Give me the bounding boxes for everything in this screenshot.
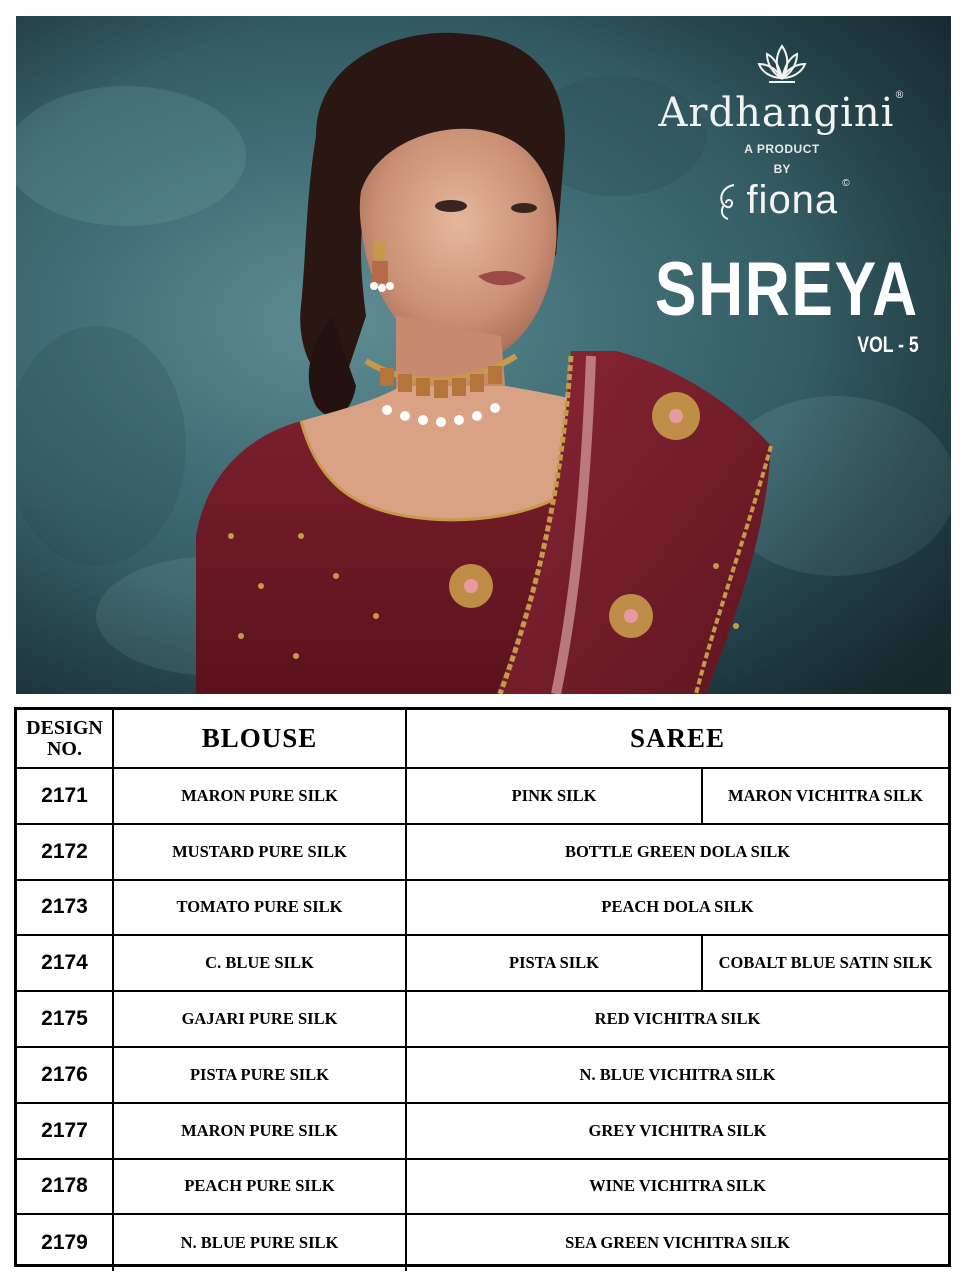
table-header-row xyxy=(17,710,948,769)
design-number: 2176 xyxy=(17,1048,114,1102)
saree-fabric-secondary: COBALT BLUE SATIN SILK xyxy=(718,953,933,973)
by-label: BY xyxy=(773,162,791,176)
collection-volume: VOL - 5 xyxy=(857,332,919,357)
table-row xyxy=(17,1160,948,1216)
saree-fabric: N. BLUE VICHITRA SILK xyxy=(579,1064,776,1084)
saree-fabric-primary: PINK SILK xyxy=(407,769,703,823)
saree-fabric: WINE VICHITRA SILK xyxy=(589,1176,766,1196)
brand-name xyxy=(647,90,917,136)
table-row xyxy=(17,881,948,937)
table-row xyxy=(17,992,948,1048)
design-number: 2174 xyxy=(17,936,114,990)
design-number: 2179 xyxy=(17,1215,114,1271)
design-number: 2172 xyxy=(17,825,114,879)
saree-fabric: GREY VICHITRA SILK xyxy=(588,1120,767,1140)
maker-name: fiona xyxy=(746,178,839,222)
blouse-fabric: MARON PURE SILK xyxy=(114,1104,407,1158)
saree-fabric: RED VICHITRA SILK xyxy=(594,1009,761,1029)
header-design-line2: NO. xyxy=(46,737,82,760)
saree-fabric-primary: PISTA SILK xyxy=(407,936,703,990)
design-number: 2175 xyxy=(17,992,114,1046)
registered-mark: ® xyxy=(894,90,906,101)
saree-fabric: PEACH DOLA SILK xyxy=(601,897,754,917)
table-row xyxy=(17,825,948,881)
table-row xyxy=(17,936,948,992)
product-line: A PRODUCT xyxy=(744,142,820,156)
blouse-fabric: PISTA PURE SILK xyxy=(114,1048,407,1102)
design-table xyxy=(14,707,951,1267)
saree-fabric-secondary: MARON VICHITRA SILK xyxy=(728,785,923,805)
blouse-fabric: PEACH PURE SILK xyxy=(114,1160,407,1214)
table-row xyxy=(17,1215,948,1271)
header-saree: SAREE xyxy=(629,723,726,753)
blouse-fabric: MARON PURE SILK xyxy=(114,769,407,823)
blouse-fabric: GAJARI PURE SILK xyxy=(114,992,407,1046)
blouse-fabric: TOMATO PURE SILK xyxy=(114,881,407,935)
hero-banner xyxy=(16,16,951,694)
fiona-swirl-icon xyxy=(714,181,742,221)
table-row xyxy=(17,1104,948,1160)
brand-logo xyxy=(647,42,917,223)
saree-fabric: SEA GREEN VICHITRA SILK xyxy=(565,1233,790,1253)
saree-fabric: BOTTLE GREEN DOLA SILK xyxy=(564,841,791,861)
blouse-fabric: MUSTARD PURE SILK xyxy=(114,825,407,879)
header-blouse: BLOUSE xyxy=(114,710,407,767)
blouse-fabric: N. BLUE PURE SILK xyxy=(114,1215,407,1271)
table-row xyxy=(17,1048,948,1104)
blouse-fabric: C. BLUE SILK xyxy=(114,936,407,990)
design-number: 2173 xyxy=(17,881,114,935)
header-design-no xyxy=(17,710,114,767)
brand-name-text: Ardhangini xyxy=(658,90,895,136)
collection-title: SHREYA xyxy=(655,247,919,332)
design-number: 2178 xyxy=(17,1160,114,1214)
table-row xyxy=(17,769,948,825)
maker-mark: © xyxy=(842,178,850,189)
lotus-icon xyxy=(757,42,807,86)
header-design-line1: DESIGN xyxy=(26,716,103,739)
maker-logo xyxy=(647,178,917,223)
design-number: 2177 xyxy=(17,1104,114,1158)
design-number: 2171 xyxy=(17,769,114,823)
